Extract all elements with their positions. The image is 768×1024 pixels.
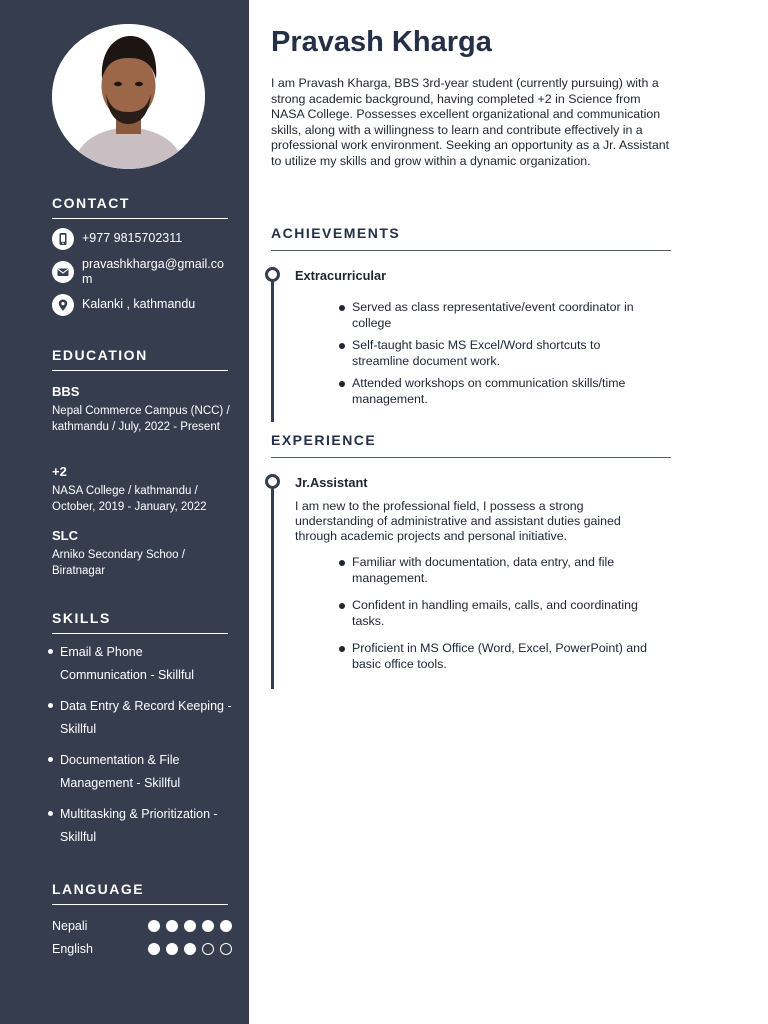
skill-item: Multitasking & Prioritization - Skillful	[46, 803, 232, 849]
education-detail: Nepal Commerce Campus (NCC) / kathmandu / July, 2022 - Present	[52, 405, 230, 433]
level-dot-filled	[148, 920, 160, 932]
level-dot-filled	[166, 943, 178, 955]
address-text: Kalanki , kathmandu	[82, 297, 196, 311]
person-name: Pravash Kharga	[271, 26, 492, 58]
timeline-node	[265, 474, 280, 489]
experience-bullet: Proficient in MS Office (Word, Excel, PowerPoint) and basic office tools.	[339, 641, 659, 672]
experience-heading: EXPERIENCE	[271, 432, 671, 458]
profile-summary: I am Pravash Kharga, BBS 3rd-year student (currently pursuing) with a strong academic background, having completed +2 in Science from NASA College. Possesses excellent organizational and communication skills, along with a willingness to learn and contribute effectively in a professional work environment. Seeking an opportunity as a Jr. Assistant to utilize my skills and grow within a dynamic organization.	[271, 76, 670, 168]
timeline-node	[265, 267, 280, 282]
education-title: +2	[52, 464, 67, 479]
main-content	[249, 0, 768, 1024]
phone-icon	[52, 228, 74, 250]
education-heading: EDUCATION	[52, 347, 228, 371]
contact-phone	[52, 228, 232, 250]
language-name: English	[52, 942, 93, 956]
language-heading: LANGUAGE	[52, 881, 228, 905]
language-level-dots	[148, 943, 232, 955]
language-level-dots	[148, 920, 232, 932]
achievement-title: Extracurricular	[295, 268, 387, 283]
level-dot-filled	[166, 920, 178, 932]
education-detail: Arniko Secondary Schoo / Biratnagar	[52, 549, 185, 577]
level-dot-filled	[148, 943, 160, 955]
achievement-bullets	[339, 300, 659, 414]
email-text: pravashkharga@gmail.com	[82, 257, 224, 286]
location-pin-icon	[52, 294, 74, 316]
education-item	[52, 528, 232, 579]
education-title: BBS	[52, 384, 80, 399]
achievement-bullet: Served as class representative/event coordinator in college	[339, 300, 659, 331]
profile-photo	[52, 24, 205, 169]
level-dot-empty	[220, 943, 232, 955]
timeline-line	[271, 276, 274, 422]
level-dot-filled	[202, 920, 214, 932]
skill-item: Documentation & File Management - Skillful	[46, 749, 232, 795]
contact-email	[52, 257, 232, 287]
level-dot-filled	[220, 920, 232, 932]
language-row	[52, 919, 232, 933]
achievements-heading: ACHIEVEMENTS	[271, 225, 671, 251]
level-dot-filled	[184, 920, 196, 932]
contact-heading: CONTACT	[52, 195, 228, 219]
contact-address	[52, 294, 232, 316]
level-dot-filled	[184, 943, 196, 955]
education-detail: NASA College / kathmandu / October, 2019 - January, 2022	[52, 485, 207, 513]
phone-text: +977 9815702311	[82, 231, 183, 245]
mail-icon	[52, 261, 74, 283]
experience-bullets	[339, 555, 659, 679]
profile-photo-image	[52, 24, 205, 169]
achievement-bullet: Self-taught basic MS Excel/Word shortcuts to streamline document work.	[339, 338, 659, 369]
sidebar	[0, 0, 249, 1024]
education-title: SLC	[52, 528, 78, 543]
skill-item: Email & Phone Communication - Skillful	[46, 641, 232, 687]
language-row	[52, 942, 232, 956]
education-item	[52, 384, 232, 435]
experience-title: Jr.Assistant	[295, 475, 368, 490]
skill-item: Data Entry & Record Keeping - Skillful	[46, 695, 232, 741]
skills-list	[46, 641, 232, 857]
education-item	[52, 464, 232, 515]
language-name: Nepali	[52, 919, 88, 933]
experience-description: I am new to the professional field, I possess a strong understanding of administrative and assistant duties gained through academic projects and personal initiative.	[295, 499, 621, 543]
timeline-line	[271, 483, 274, 689]
skills-heading: SKILLS	[52, 610, 228, 634]
experience-bullet: Familiar with documentation, data entry, and file management.	[339, 555, 659, 586]
achievement-bullet: Attended workshops on communication skills/time management.	[339, 376, 659, 407]
level-dot-empty	[202, 943, 214, 955]
experience-bullet: Confident in handling emails, calls, and coordinating tasks.	[339, 598, 659, 629]
